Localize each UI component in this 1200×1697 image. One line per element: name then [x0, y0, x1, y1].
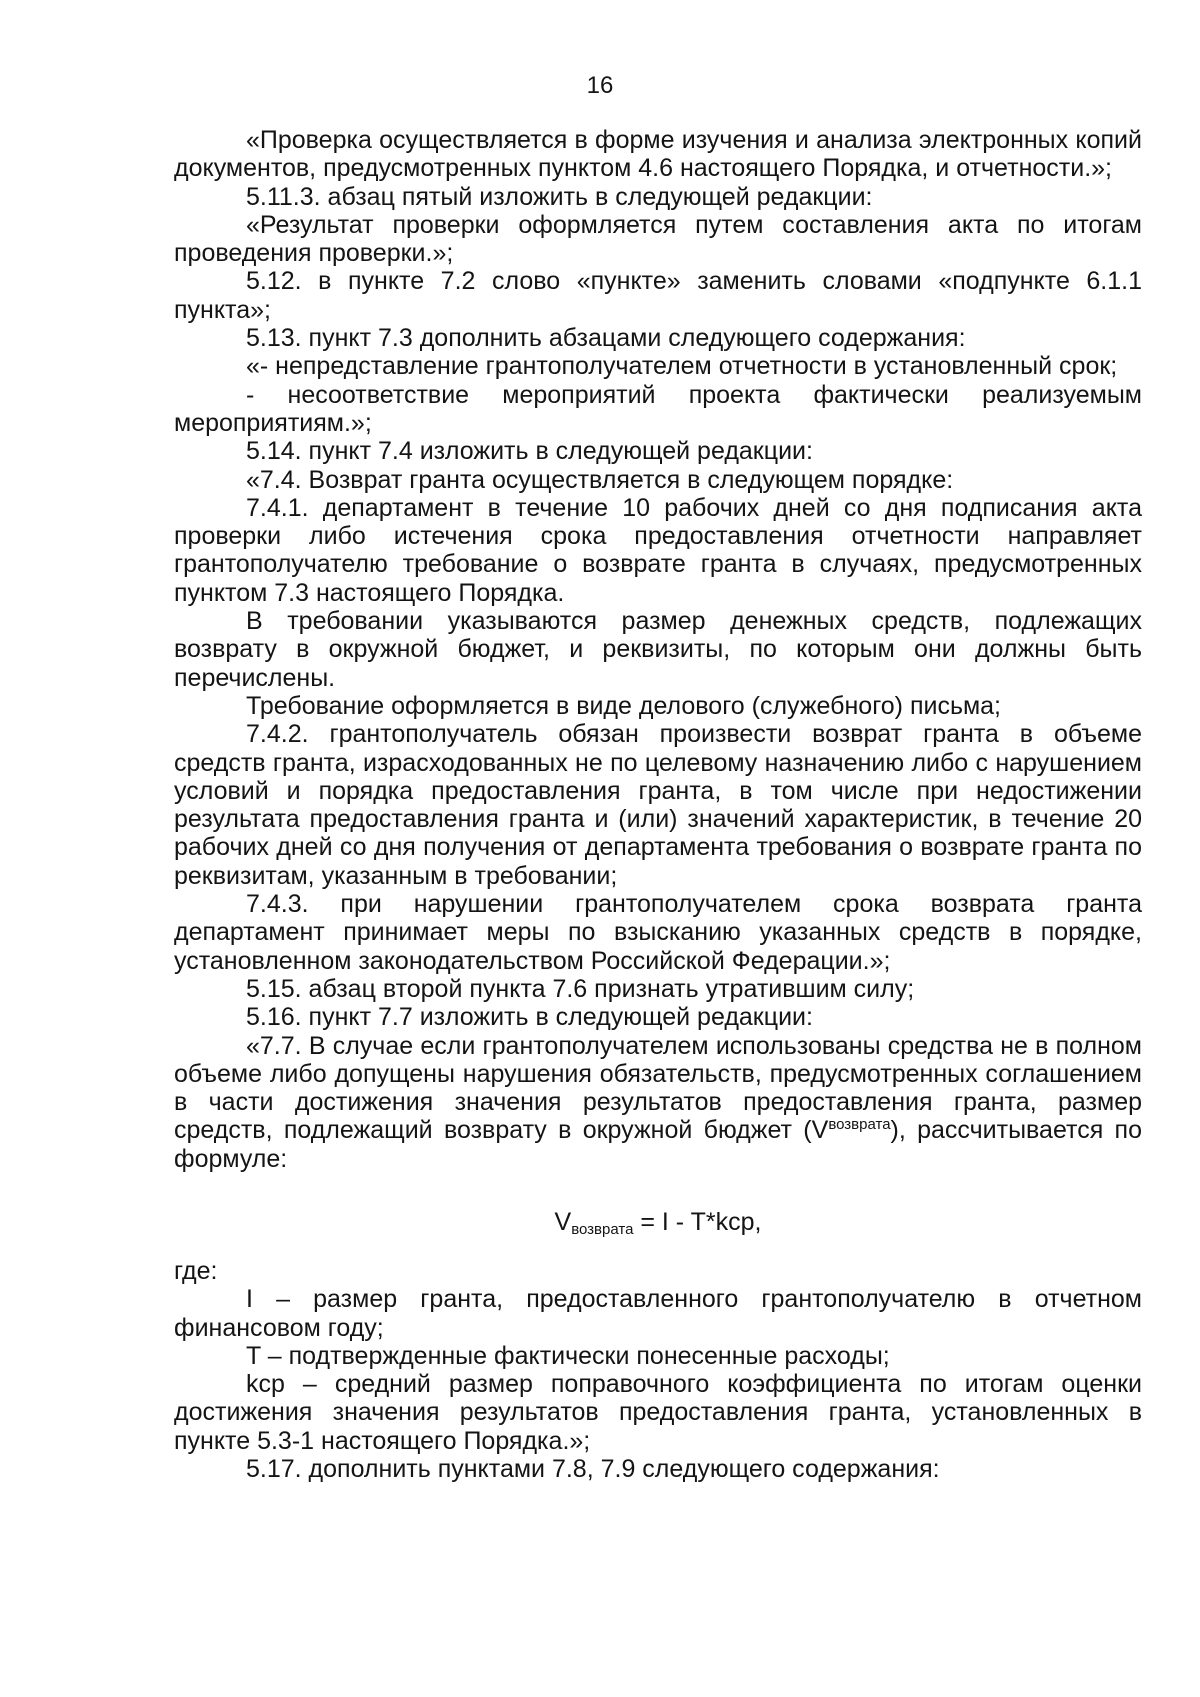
paragraph-with-superscript	[174, 1032, 1142, 1173]
paragraph: «7.4. Возврат гранта осуществляется в следующем порядке:	[246, 465, 954, 494]
paragraph: 5.15. абзац второй пункта 7.6 признать утратившим силу;	[246, 974, 915, 1003]
paragraph: «Проверка осуществляется в форме изучения и анализа электронных копий документов, предусмотренных пунктом 4.6 настоящего Порядка, и отчетности.»;	[174, 126, 1142, 183]
paragraph: В требовании указываются размер денежных средств, подлежащих возврату в окружной бюджет, и реквизиты, по которым они должны быть перечислены.	[174, 607, 1142, 692]
document-body	[174, 126, 1142, 1483]
superscript-text: возврата	[828, 1116, 891, 1134]
paragraph: где:	[174, 1256, 218, 1285]
page-number: 16	[586, 72, 614, 99]
paragraph: «Результат проверки оформляется путем составления акта по итогам проведения проверки.»;	[174, 210, 1142, 268]
paragraph: 5.11.3. абзац пятый изложить в следующей редакции:	[246, 182, 873, 211]
paragraph: T – подтвержденные фактически понесенные расходы;	[246, 1341, 890, 1370]
formula-rhs: = I - T*kcp,	[633, 1207, 762, 1236]
formula-subscript: возврата	[571, 1220, 634, 1238]
paragraph: 7.4.2. грантополучатель обязан произвести возврат гранта в объеме средств гранта, израсходованных не по целевому назначению либо с нарушением условий и порядка предоставления гранта, в том числе при недостижении результата предоставления гранта и (или) значений характеристик, в течение 20 рабочих дней со дня получения от департамента требования о возврате гранта по реквизитам, указанным в требовании;	[174, 720, 1142, 890]
paragraph: 7.4.3. при нарушении грантополучателем срока возврата гранта департамент принимает меры по взысканию указанных средств в порядке, установленном законодательством Российской Федерации.»;	[174, 890, 1142, 975]
paragraph-text: «7.7. В случае если грантополучателем использованы средства не в полном объеме либо допущены нарушения обязательств, предусмотренных соглашением в части достижения значения результатов предоставления гранта, размер средств, подлежащий возврату в окружной бюджет (V	[174, 1031, 1142, 1145]
paragraph: «- непредставление грантополучателем отчетности в установленный срок;	[246, 352, 1118, 381]
paragraph: 5.16. пункт 7.7 изложить в следующей редакции:	[246, 1003, 813, 1032]
formula-lhs: V	[554, 1207, 572, 1236]
paragraph: 5.14. пункт 7.4 изложить в следующей редакции:	[246, 437, 813, 466]
paragraph: kcp – средний размер поправочного коэффициента по итогам оценки достижения значения результатов предоставления гранта, установленных в пункте 5.3-1 настоящего Порядка.»;	[174, 1370, 1142, 1455]
paragraph: 5.13. пункт 7.3 дополнить абзацами следующего содержания:	[246, 324, 966, 353]
paragraph: 7.4.1. департамент в течение 10 рабочих дней со дня подписания акта проверки либо истечения срока предоставления отчетности направляет грантополучателю требование о возврате гранта в случаях, предусмотренных пунктом 7.3 настоящего Порядка.	[174, 493, 1142, 607]
formula	[174, 1207, 1142, 1237]
paragraph-text-tail: ), рассчитывается по формуле:	[174, 1116, 1142, 1173]
paragraph: 5.12. в пункте 7.2 слово «пункте» заменить словами «подпункте 6.1.1 пункта»;	[174, 267, 1142, 324]
paragraph: - несоответствие мероприятий проекта фактически реализуемым мероприятиям.»;	[174, 380, 1142, 437]
paragraph: Требование оформляется в виде делового (служебного) письма;	[246, 691, 1002, 720]
paragraph: 5.17. дополнить пунктами 7.8, 7.9 следующего содержания:	[246, 1455, 940, 1484]
paragraph: I – размер гранта, предоставленного грантополучателю в отчетном финансовом году;	[174, 1285, 1142, 1342]
